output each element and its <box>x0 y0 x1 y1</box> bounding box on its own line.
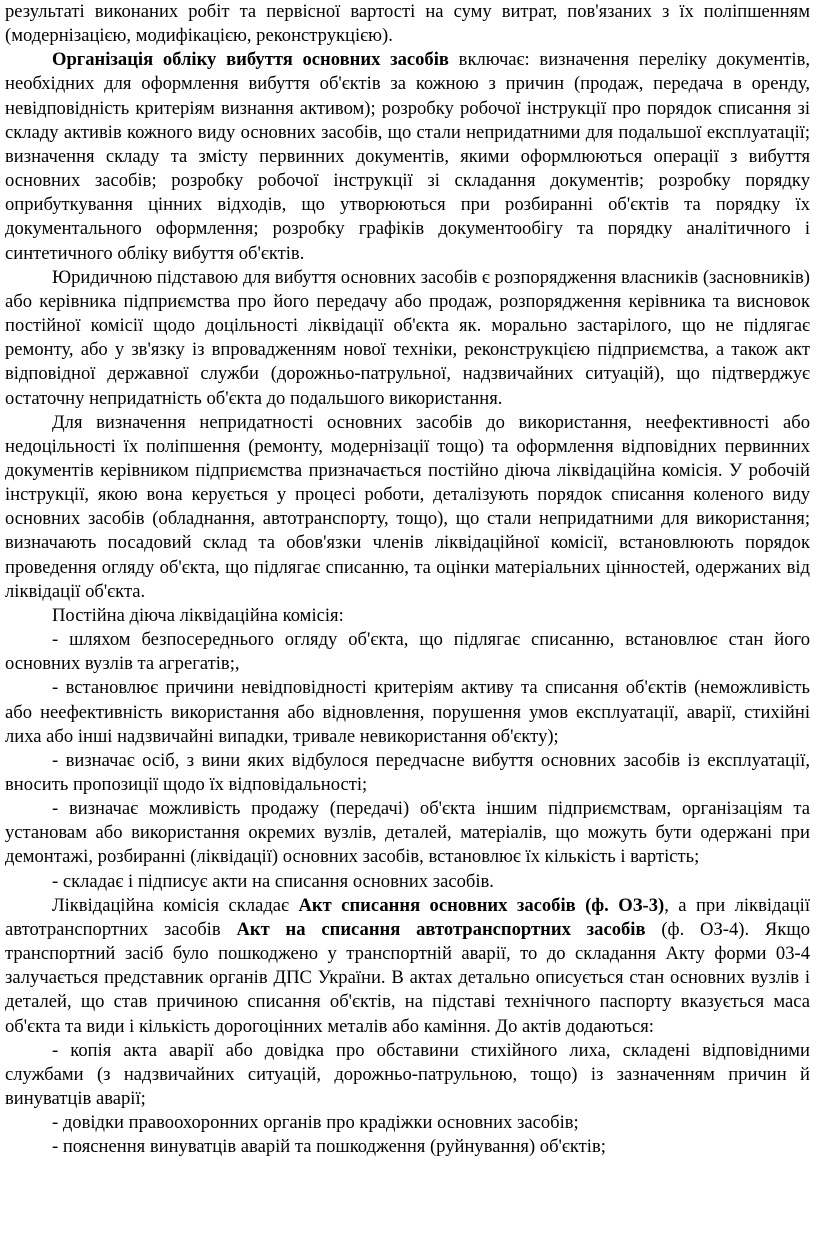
list-item <box>5 676 810 748</box>
list-item-text: - визначає можливість продажу (передачі) об'єкта іншим підприємствам, організаціям та установам або використання окремих вузлів, деталей, матеріалів, що можуть бути одержані при демонтажі, розбиранні (ліквідації) основних засобів, встановлює їх кількість і вартість; <box>5 798 810 868</box>
paragraph-text: (ф. ОЗ-4). Якщо транспортний засіб було пошкоджено у транспортній аварії, то до складання Акту форми 03-4 залучається представник органів ДПС України. В актах детально описується стан основних вузлів і деталей, що став причиною списання об'єктів, на підставі технічного паспорту вказується маса об'єкта та види і кількість дорогоцінних металів або каміння. До актів додаються: <box>5 918 810 1037</box>
paragraph-text: Ліквідаційна комісія складає <box>52 894 299 916</box>
list-item <box>5 1135 810 1159</box>
list-item <box>5 870 810 894</box>
list-item <box>5 628 810 676</box>
paragraph-text: Постійна діюча ліквідаційна комісія: <box>52 604 344 626</box>
list-item-text: - копія акта аварії або довідка про обставини стихійного лиха, складені відповідними службами (з надзвичайних ситуацій, дорожньо-патрульною, тощо) із зазначенням причин й винуватців аварії; <box>5 1039 810 1110</box>
paragraph-text: Юридичною підставою для вибуття основних засобів є розпорядження власників (засновників) або керівника підприємства про його передачу або продаж, розпорядження керівника та висновок постійної комісії щодо доцільності ліквідації об'єкта як. морально застарілого, що не підлягає ремонту, або у зв'язку із впровадженням нової техніки, реконструкцією підприємства, а також акт відповідної державної служби (дорожньо-патрульної, надзвичайних ситуацій), що підтверджує остаточну непридатність об'єкта до подальшого використання. <box>5 266 810 409</box>
list-item-text: - складає і підписує акти на списання основних засобів. <box>52 870 494 892</box>
paragraph-disposal-accounting-organization <box>5 48 810 265</box>
paragraph-commission-intro <box>5 604 810 628</box>
term-heading: Організація обліку вибуття основних засобів <box>52 49 449 71</box>
paragraph-text: включає: визначення переліку документів, необхідних для оформлення вибуття об'єктів за кожною з причин (продаж, передача в оренду, невідповідність критеріям визнання активом); розробку робочої інструкції про порядок списання зі складу активів кожного виду основних засобів, що стали непридатними для подальшої експлуатації; визначення складу та змісту первинних документів, якими оформлюються операції з вибуття основних засобів; розробку робочої інструкції зі складання документів; розробку порядку оприбуткування цінних відходів, що утворюються при розбиранні об'єктів та порядку їх документального оформлення; розробку графіків документообігу та порядку аналітичного і синтетичного обліку вибуття об'єктів. <box>5 49 811 264</box>
paragraph-text: , а при ліквідації автотранспортних засобів <box>5 894 811 940</box>
list-item-text: - довідки правоохоронних органів про крадіжки основних засобів; <box>52 1112 579 1134</box>
list-item <box>5 1111 810 1135</box>
paragraph-text: Для визначення непридатності основних засобів до використання, неефективності або недоцільності їх поліпшення (ремонту, модернізації тощо) та оформлення відповідних первинних документів керівником підприємства призначається постійно діюча ліквідаційна комісія. У робочій інструкції, якою вона керується у процесі роботи, деталізують порядок списання коленого виду основних засобів (обладнання, автотранспорту, тощо), що стали непридатними для використання; визначають посадовий склад та обов'язки членів ліквідаційної комісії, встановлюють порядок проведення огляду об'єкта, що підлягає списанню, та оцінки матеріальних цінностей, одержаних від ліквідації об'єкта. <box>5 411 810 602</box>
list-item <box>5 1039 810 1111</box>
list-item <box>5 749 810 797</box>
list-item-text: - пояснення винуватців аварій та пошкодження (руйнування) об'єктів; <box>52 1136 606 1158</box>
paragraph-continuation <box>5 0 810 48</box>
paragraph-liquidation-commission <box>5 411 810 604</box>
list-item <box>5 797 810 869</box>
form-oz4-title: Акт на списання автотранспортних засобів <box>236 918 646 940</box>
paragraph-write-off-acts <box>5 894 810 1039</box>
list-item-text: - шляхом безпосереднього огляду об'єкта, що підлягає списанню, встановлює стан його основних вузлів та агрегатів;, <box>5 629 810 675</box>
list-item-text: - встановлює причини невідповідності критеріям активу та списання об'єктів (неможливість або неефективність використання або відновлення, порушення умов експлуатації, аварії, стихійні лиха або інші надзвичайні випадки, тривале невикористання об'єкту); <box>5 677 810 747</box>
form-oz3-title: Акт списання основних засобів (ф. ОЗ-3) <box>298 894 665 916</box>
list-item-text: - визначає осіб, з вини яких відбулося передчасне вибуття основних засобів із експлуатації, вносить пропозиції щодо їх відповідальності; <box>5 749 810 795</box>
paragraph-text: результаті виконаних робіт та первісної вартості на суму витрат, пов'язаних з їх поліпшенням (модернізацією, модифікацією, реконструкцією). <box>5 1 810 47</box>
paragraph-legal-basis <box>5 266 810 411</box>
